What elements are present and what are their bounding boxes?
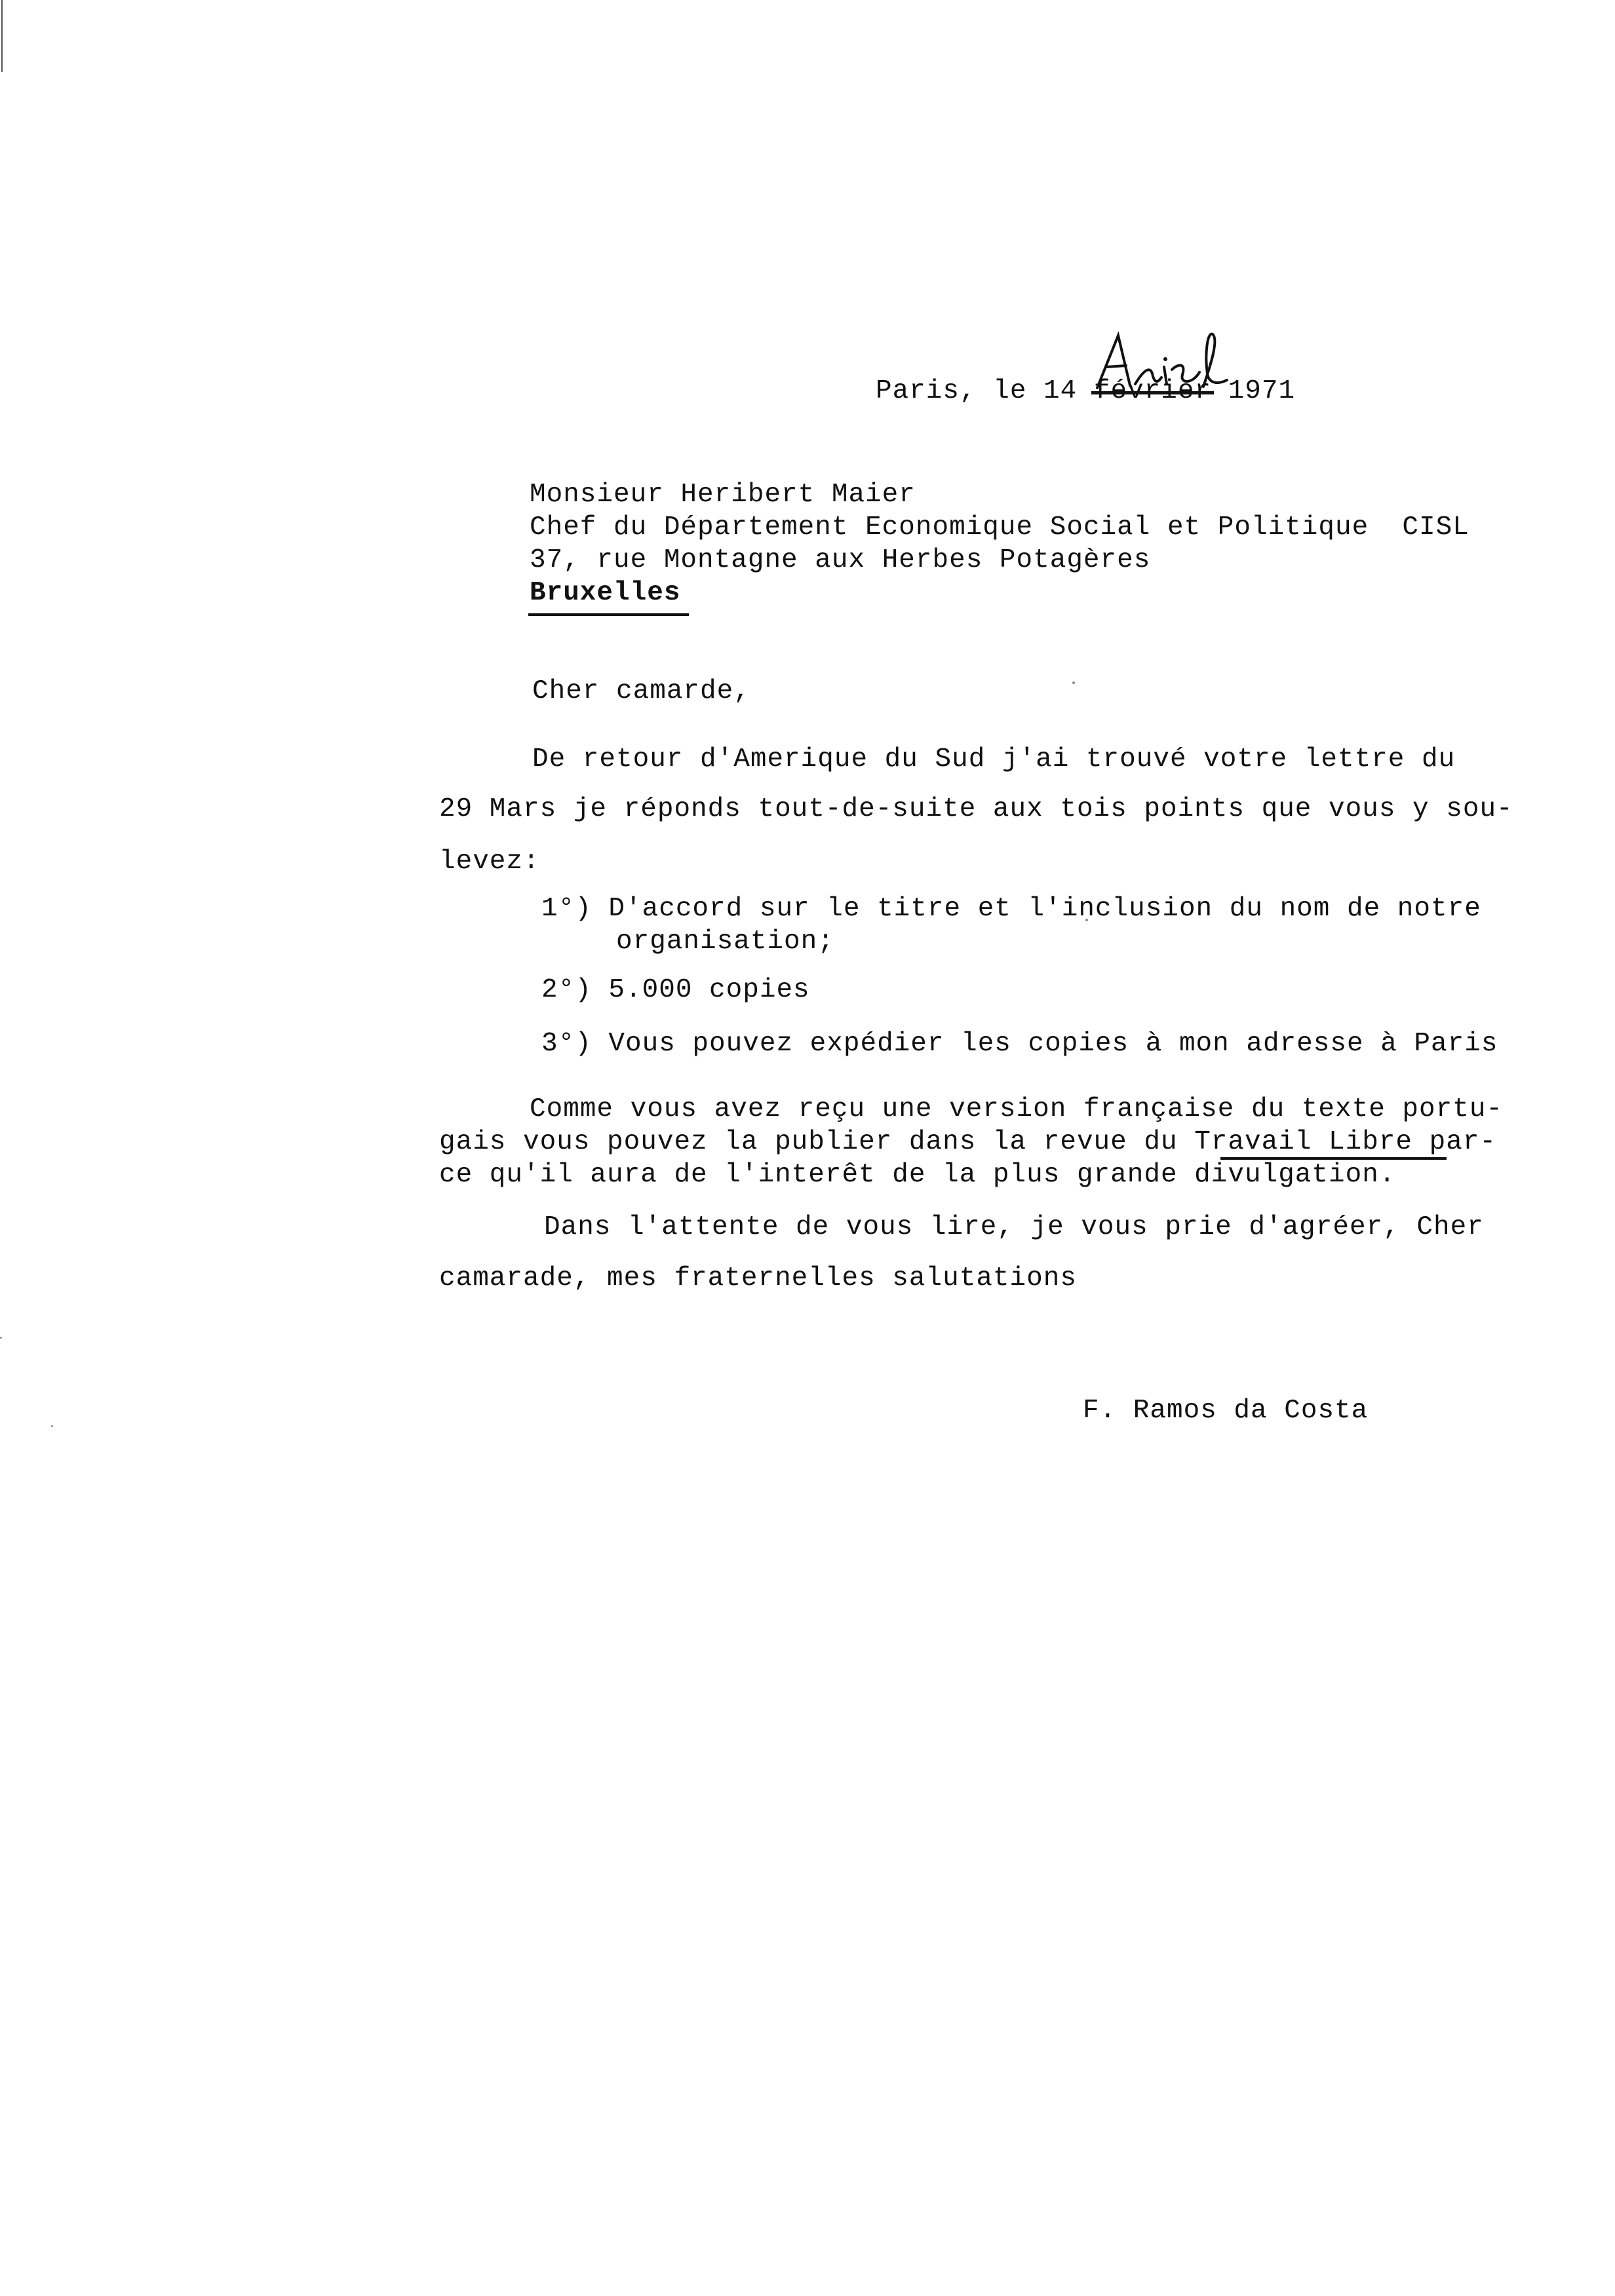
scan-edge-mark [1, 0, 3, 72]
paragraph1-line3: levez: [439, 847, 540, 877]
closing-line2: camarade, mes fraternelles salutations [439, 1263, 1077, 1293]
date-year: 1971 [1211, 376, 1296, 406]
signature: F. Ramos da Costa [1083, 1396, 1369, 1426]
paragraph2-line2-end: par- [1412, 1127, 1497, 1157]
paragraph1-line1: De retour d'Amerique du Sud j'ai trouvé votre lettre du [532, 744, 1456, 775]
paragraph2-line2 [439, 1126, 1496, 1158]
list-item-1: 1°) D'accord sur le titre et l'inclusion du nom de notre [541, 894, 1481, 924]
recipient-name: Monsieur Heribert Maier [530, 480, 916, 510]
paragraph2-line3: ce qu'il aura de l'interêt de la plus grande divulgation. [439, 1160, 1396, 1190]
paragraph2-line1: Comme vous avez reçu une version française du texte portu- [530, 1094, 1504, 1124]
closing-line1: Dans l'attente de vous lire, je vous prie d'agréer, Cher [544, 1212, 1484, 1242]
list-item-2: 2°) 5.000 copies [541, 975, 810, 1005]
paragraph2-line2-start: gais vous pouvez la publier dans la revue du [439, 1127, 1195, 1157]
recipient-city: Bruxelles [530, 578, 681, 608]
recipient-title: Chef du Département Economique Social et Politique CISL [530, 512, 1469, 543]
scan-speck [0, 1337, 2, 1339]
letter-date [876, 375, 1295, 408]
city-underline [528, 613, 689, 616]
recipient-street: 37, rue Montagne aux Herbes Potagères [530, 545, 1151, 575]
paragraph1-line2: 29 Mars je réponds tout-de-suite aux tois points que vous y sou- [439, 794, 1513, 824]
publication-title: Travail Libre [1194, 1127, 1413, 1157]
list-item-1-continued: organisation; [616, 927, 834, 957]
date-prefix: Paris, le 14 [876, 376, 1094, 406]
scan-speck [51, 1425, 53, 1427]
scan-speck [1072, 681, 1075, 684]
greeting: Cher camarde, [532, 676, 750, 706]
list-item-3: 3°) Vous pouvez expédier les copies à mon adresse à Paris [541, 1029, 1498, 1059]
handwritten-month-correction [1088, 328, 1232, 400]
struck-month: février [1093, 376, 1212, 406]
